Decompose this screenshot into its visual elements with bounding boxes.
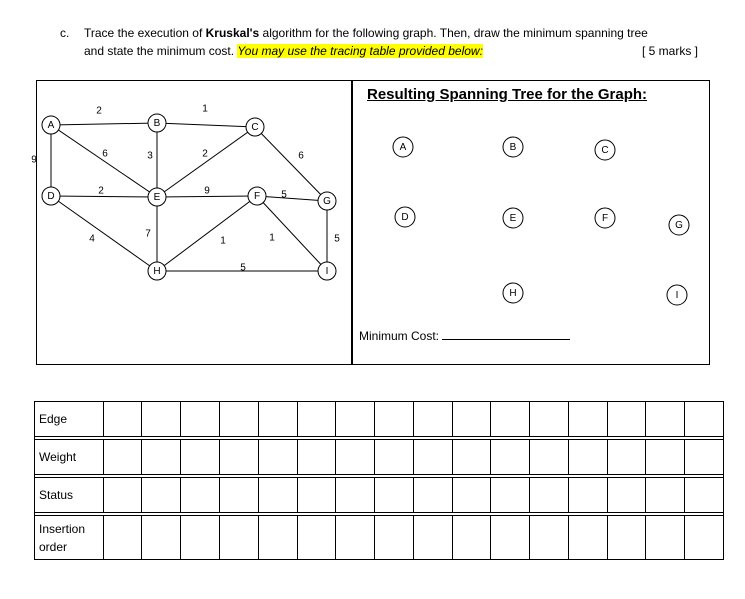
table-row-edge	[35, 402, 724, 437]
table-cell[interactable]	[607, 516, 646, 560]
table-cell[interactable]	[646, 402, 685, 437]
table-cell[interactable]	[646, 516, 685, 560]
table-cell[interactable]	[568, 402, 607, 437]
table-cell[interactable]	[375, 440, 414, 475]
row-label-text: Insertion	[39, 521, 86, 536]
table-cell[interactable]	[375, 402, 414, 437]
table-cell[interactable]	[258, 440, 297, 475]
tree-node-label-a: A	[399, 142, 407, 153]
question-line-2	[84, 42, 483, 60]
table-cell[interactable]	[103, 402, 142, 437]
edge-weight-b-e: 3	[147, 150, 153, 162]
node-label-h: H	[153, 266, 161, 277]
question-letter: c.	[60, 26, 70, 40]
table-cell[interactable]	[103, 440, 142, 475]
table-cell[interactable]	[685, 516, 724, 560]
node-label-b: B	[153, 118, 161, 129]
table-cell[interactable]	[413, 402, 452, 437]
spanning-tree-canvas[interactable]	[353, 81, 711, 321]
row-label-text: Edge	[39, 412, 68, 426]
table-cell[interactable]	[297, 440, 336, 475]
tree-node-label-e: E	[509, 213, 517, 224]
table-cell[interactable]	[607, 440, 646, 475]
table-cell[interactable]	[297, 478, 336, 513]
table-cell[interactable]	[530, 402, 569, 437]
edge-weight-d-e: 2	[98, 185, 104, 197]
table-cell[interactable]	[181, 478, 220, 513]
edge-c-g	[255, 127, 327, 201]
tree-node-label-g: G	[675, 220, 683, 231]
table-cell[interactable]	[452, 516, 491, 560]
edge-f-i	[257, 196, 327, 271]
table-cell[interactable]	[646, 478, 685, 513]
table-cell[interactable]	[336, 478, 375, 513]
table-cell[interactable]	[530, 478, 569, 513]
table-cell[interactable]	[568, 440, 607, 475]
edge-weight-c-e: 2	[202, 148, 208, 160]
table-cell[interactable]	[142, 440, 181, 475]
table-cell[interactable]	[375, 516, 414, 560]
minimum-cost-label: Minimum Cost:	[359, 329, 440, 343]
edge-f-h	[157, 196, 257, 271]
table-cell[interactable]	[413, 478, 452, 513]
minimum-cost-blank[interactable]	[442, 339, 570, 340]
table-cell[interactable]	[491, 516, 530, 560]
edge-weight-c-g: 6	[298, 150, 304, 162]
edge-weight-f-g: 5	[281, 189, 287, 201]
table-cell[interactable]	[568, 478, 607, 513]
table-cell[interactable]	[685, 440, 724, 475]
question-line-1	[84, 24, 648, 42]
table-cell[interactable]	[568, 516, 607, 560]
table-cell[interactable]	[336, 402, 375, 437]
table-cell[interactable]	[219, 402, 258, 437]
table-cell[interactable]	[103, 516, 142, 560]
table-cell[interactable]	[452, 478, 491, 513]
tree-node-label-d: D	[401, 212, 409, 223]
table-cell[interactable]	[491, 478, 530, 513]
table-cell[interactable]	[646, 440, 685, 475]
row-label-text: Status	[39, 488, 74, 502]
edge-weight-d-h: 4	[89, 233, 95, 245]
table-cell[interactable]	[607, 402, 646, 437]
table-cell[interactable]	[491, 402, 530, 437]
table-cell[interactable]	[336, 516, 375, 560]
table-cell[interactable]	[452, 402, 491, 437]
table-cell[interactable]	[607, 478, 646, 513]
result-title-colon: :	[642, 86, 648, 103]
edge-a-e	[51, 125, 157, 197]
node-label-a: A	[47, 120, 55, 131]
edge-weight-b-c: 1	[202, 103, 208, 115]
table-cell[interactable]	[142, 478, 181, 513]
table-cell[interactable]	[452, 440, 491, 475]
result-title-text: Resulting Spanning Tree for the Graph	[367, 86, 643, 103]
node-label-i: I	[325, 266, 329, 277]
question-line-2-text: and state the minimum cost.	[84, 44, 235, 58]
table-cell[interactable]	[530, 440, 569, 475]
table-cell[interactable]	[336, 440, 375, 475]
edge-weight-h-i: 5	[240, 262, 246, 274]
edge-b-c	[157, 123, 255, 127]
table-cell[interactable]	[258, 478, 297, 513]
table-cell[interactable]	[181, 440, 220, 475]
table-cell[interactable]	[685, 478, 724, 513]
edge-weight-a-e: 6	[102, 148, 108, 160]
table-row-status	[35, 478, 724, 513]
node-label-e: E	[153, 192, 161, 203]
edge-weight-f-h: 1	[220, 235, 226, 247]
table-cell[interactable]	[297, 516, 336, 560]
table-cell[interactable]	[413, 440, 452, 475]
node-label-g: G	[323, 196, 331, 207]
table-cell[interactable]	[142, 516, 181, 560]
tree-node-label-f: F	[601, 213, 609, 224]
edge-f-g	[257, 196, 327, 201]
table-cell[interactable]	[219, 516, 258, 560]
edge-weight-g-i: 5	[334, 233, 340, 245]
graph-panel	[31, 80, 352, 365]
tree-node-label-i: I	[675, 290, 679, 301]
table-cell[interactable]	[530, 516, 569, 560]
table-cell[interactable]	[258, 516, 297, 560]
row-label	[35, 402, 104, 437]
table-row-insertion	[35, 516, 724, 560]
edge-weight-a-d: 9	[31, 154, 37, 166]
minimum-cost-field[interactable]	[359, 329, 570, 343]
edge-weight-a-b: 2	[96, 105, 102, 117]
table-cell[interactable]	[491, 440, 530, 475]
marks-label: [ 5 marks ]	[641, 44, 698, 58]
table-cell[interactable]	[181, 402, 220, 437]
node-label-d: D	[47, 191, 55, 202]
table-cell[interactable]	[219, 440, 258, 475]
table-cell[interactable]	[413, 516, 452, 560]
highlighted-instruction: You may use the tracing table provided below:	[237, 44, 483, 58]
result-panel	[352, 80, 710, 365]
row-label	[35, 478, 104, 513]
table-cell[interactable]	[258, 402, 297, 437]
tree-node-label-h: H	[509, 288, 517, 299]
edge-weight-e-h: 7	[145, 228, 151, 240]
row-label-text-2: order	[39, 539, 68, 554]
node-label-f: F	[253, 191, 261, 202]
edge-d-h	[51, 196, 157, 271]
table-cell[interactable]	[375, 478, 414, 513]
edge-d-e	[51, 196, 157, 197]
table-cell[interactable]	[103, 478, 142, 513]
table-row-weight	[35, 440, 724, 475]
row-label-text: Weight	[39, 450, 77, 464]
table-cell[interactable]	[297, 402, 336, 437]
edge-weight-f-i: 1	[269, 232, 275, 244]
edge-weight-e-f: 9	[204, 185, 210, 197]
tree-node-label-c: C	[601, 145, 609, 156]
question-line-1-suffix: algorithm for the following graph. Then, draw the minimum spanning tree	[259, 26, 648, 40]
algorithm-name: Kruskal's	[205, 26, 260, 40]
row-label	[35, 516, 104, 560]
table-cell[interactable]	[685, 402, 724, 437]
tree-node-label-b: B	[509, 142, 517, 153]
table-cell[interactable]	[181, 516, 220, 560]
question-line-1-prefix: Trace the execution of	[84, 26, 206, 40]
node-label-c: C	[251, 122, 259, 133]
tracing-table	[34, 401, 724, 560]
row-label	[35, 440, 104, 475]
table-cell[interactable]	[219, 478, 258, 513]
table-cell[interactable]	[142, 402, 181, 437]
graph-diagram	[31, 81, 353, 366]
edge-a-b	[51, 123, 157, 125]
